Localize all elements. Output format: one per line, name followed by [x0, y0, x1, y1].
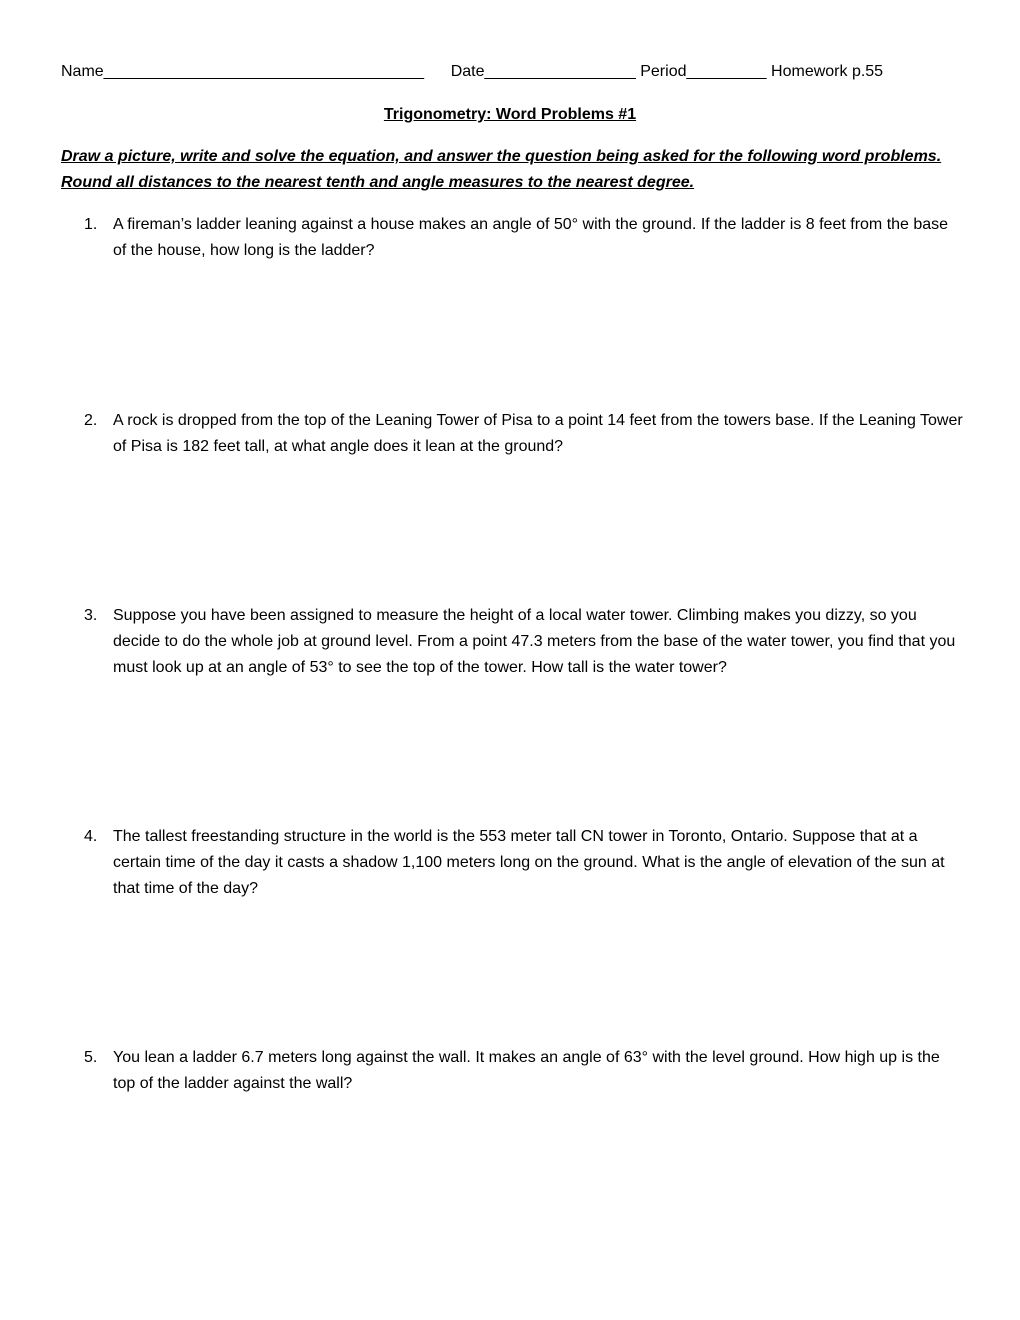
page-title: Trigonometry: Word Problems #1 [383, 106, 637, 123]
problem-1 [84, 212, 964, 264]
period-field[interactable]: Period_________ [640, 63, 767, 80]
problem-number: 3. [84, 607, 98, 624]
problem-text: You lean a ladder 6.7 meters long against the wall. It makes an angle of 63° with the level ground. How high up is the top of the ladder against the wall? [113, 1049, 940, 1092]
problem-text: A fireman’s ladder leaning against a house makes an angle of 50° with the ground. If the ladder is 8 feet from the base of the house, how long is the ladder? [113, 216, 949, 259]
problem-4 [84, 824, 964, 902]
problem-text: The tallest freestanding structure in the world is the 553 meter tall CN tower in Toronto, Ontario. Suppose that at a certain time of the day it casts a shadow 1,100 meters long on the ground. What is the angle of elevation of the sun at that time of the day? [113, 828, 945, 897]
name-field[interactable]: Name____________________________________ [61, 63, 425, 80]
problem-number: 2. [84, 412, 98, 429]
header-fields [61, 59, 961, 85]
instructions [61, 144, 961, 196]
problem-number: 5. [84, 1049, 98, 1066]
problem-text: Suppose you have been assigned to measure the height of a local water tower. Climbing makes you dizzy, so you decide to do the whole job at ground level. From a point 47.3 meters from the base of the water tower, you find that you must look up at an angle of 53° to see the top of the tower. How tall is the water tower? [113, 607, 956, 676]
date-field[interactable]: Date_________________ [450, 63, 636, 80]
problem-3 [84, 603, 964, 681]
homework-label: Homework p.55 [771, 63, 884, 80]
problem-number: 4. [84, 828, 98, 845]
problem-number: 1. [84, 216, 98, 233]
problem-5 [84, 1045, 964, 1097]
problem-2 [84, 408, 964, 460]
instructions-line-1: Draw a picture, write and solve the equation, and answer the question being asked for the following word problems. [61, 148, 942, 165]
problem-text: A rock is dropped from the top of the Leaning Tower of Pisa to a point 14 feet from the towers base. If the Leaning Tower of Pisa is 182 feet tall, at what angle does it lean at the ground? [113, 412, 963, 455]
instructions-line-2: Round all distances to the nearest tenth and angle measures to the nearest degree. [61, 174, 695, 191]
